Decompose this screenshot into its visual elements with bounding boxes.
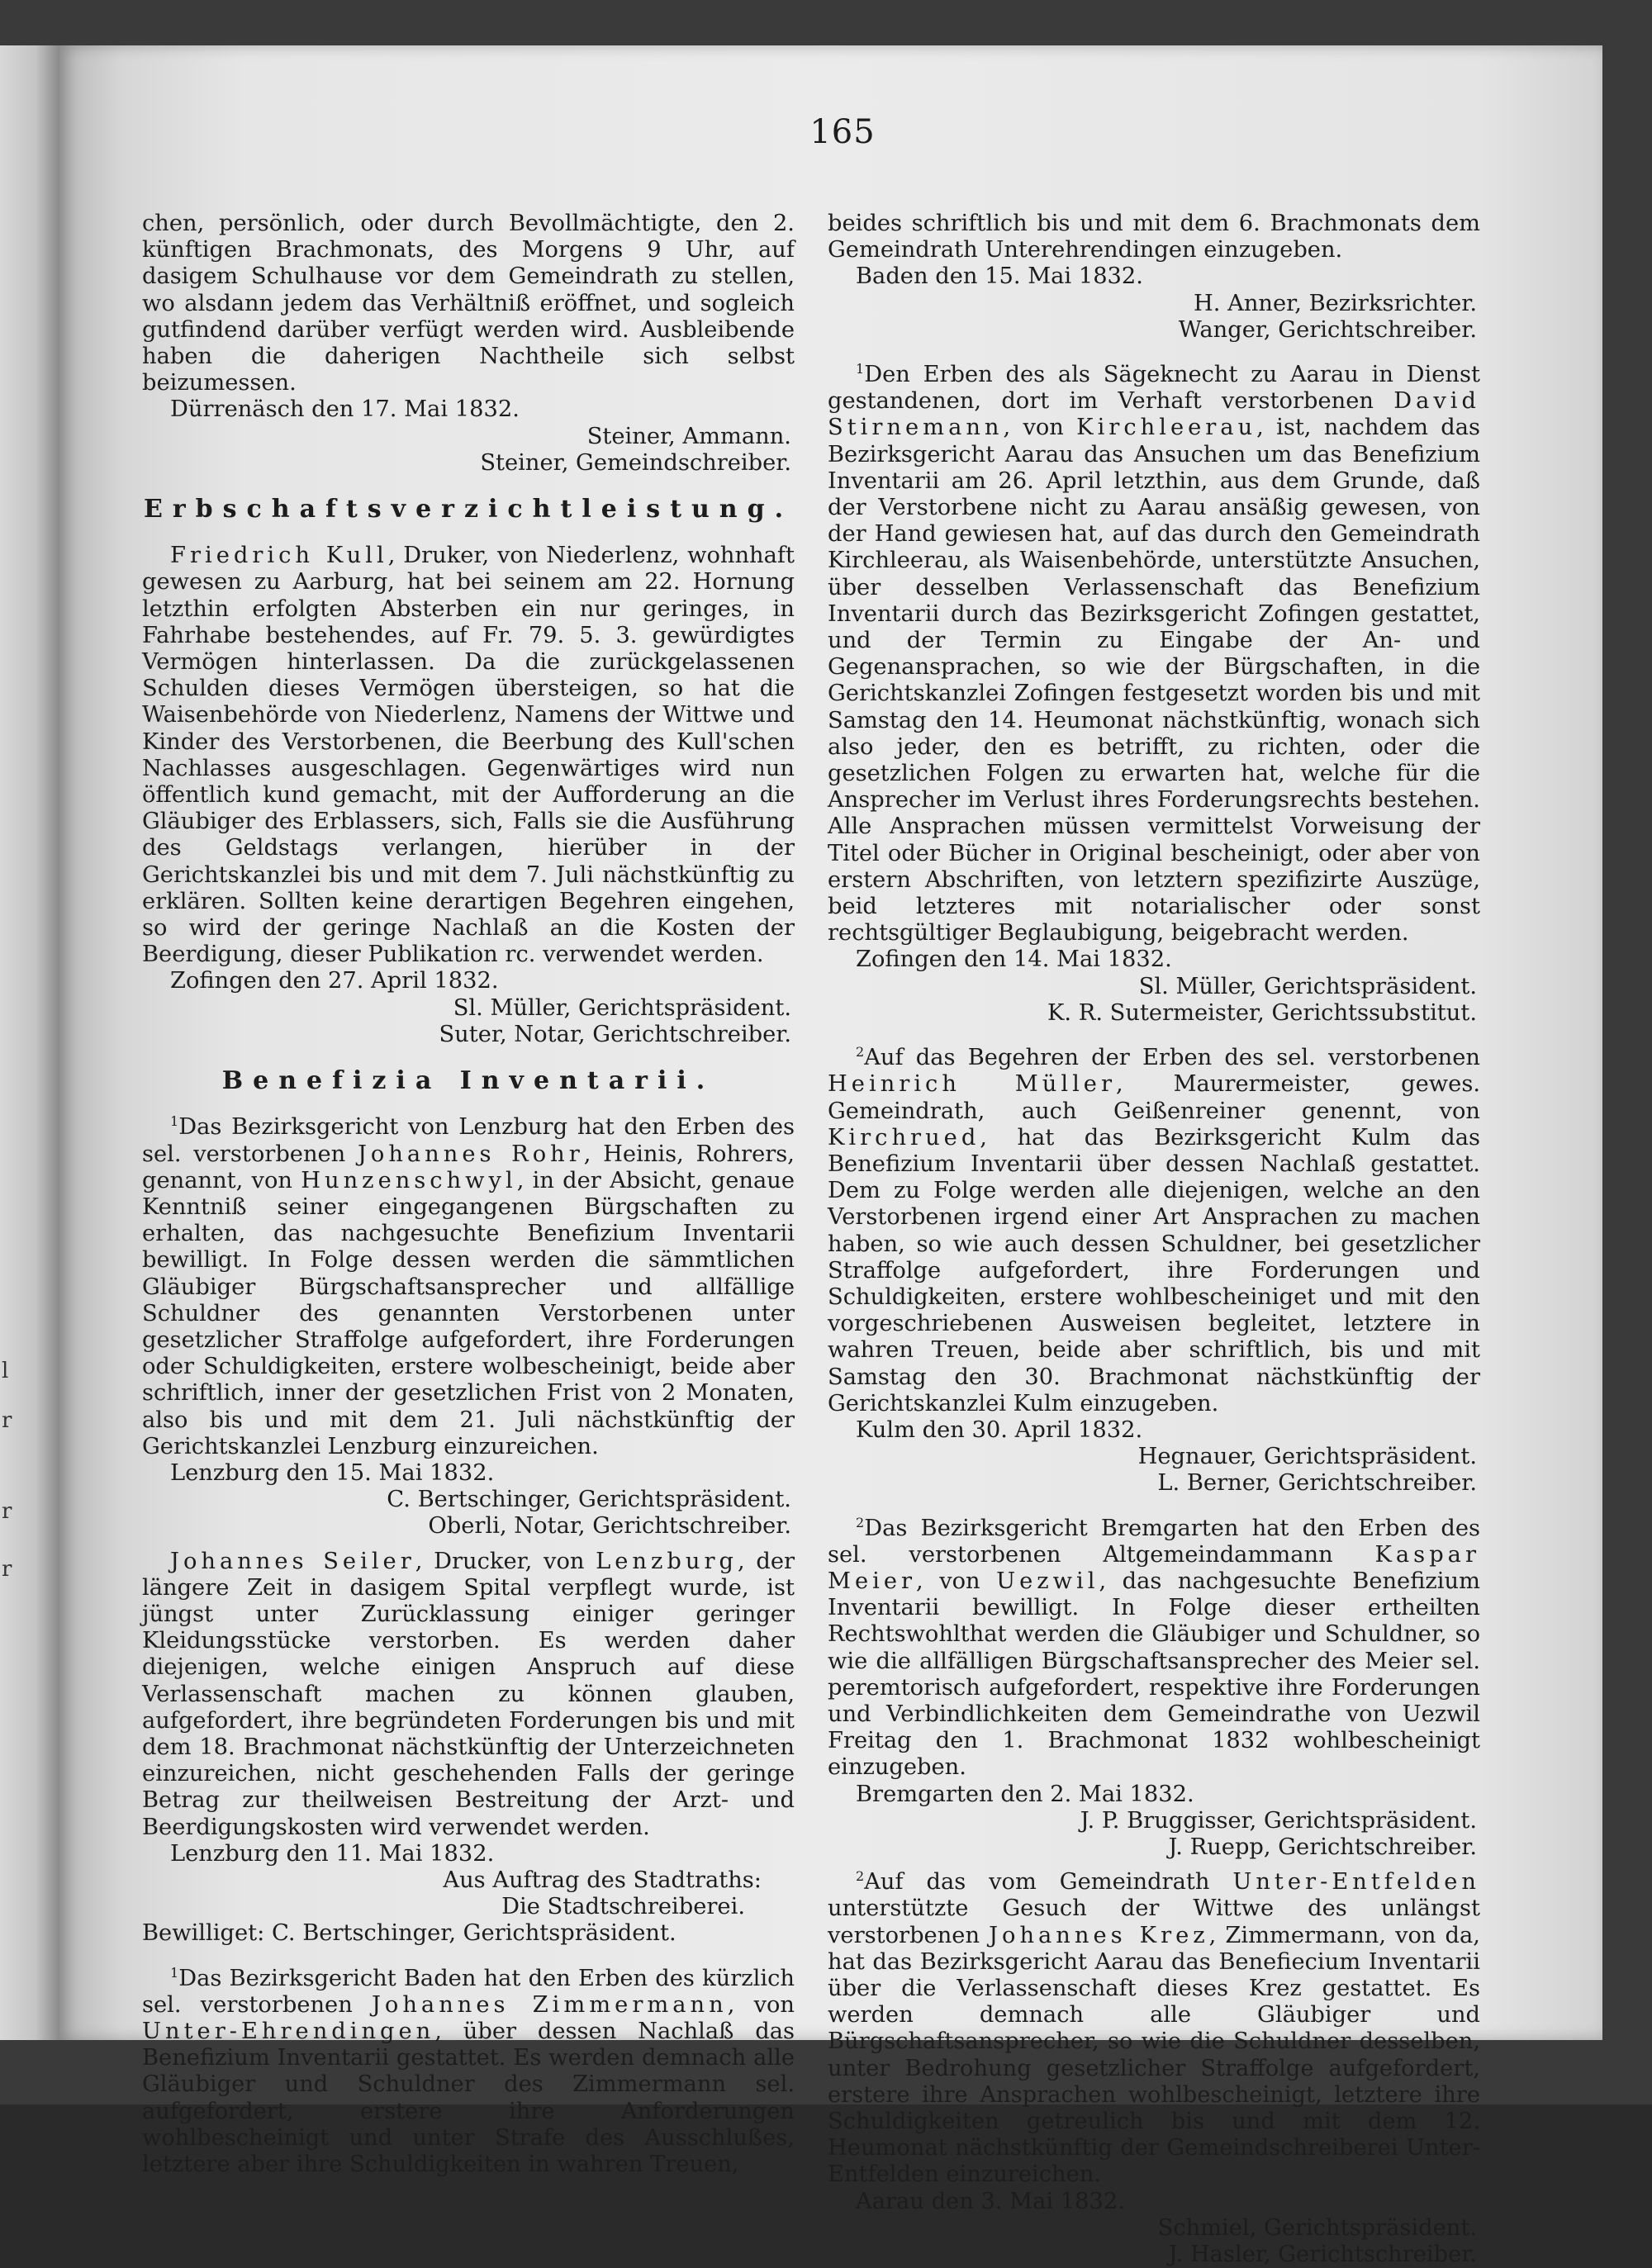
paragraph-text: , von [1003,415,1077,441]
place-name: Lenzburg [596,1548,738,1574]
place-name: Kirchleerau [1076,415,1257,441]
notice-paragraph [142,211,795,396]
dateline: Bremgarten den 2. Mai 1832. [856,1781,1194,1807]
signature: J. Ruepp, Gerichtschreiber. [1168,1834,1477,1860]
paragraph-text: , Zimmermann, von da, hat das Bezirksgericht Aarau das Benefiecium Inventarii über die Verlassenschaft dieses Krez gestattet. Es werden demnach alle Gläubiger und Bürgschaftsansprecher, so wie die Schuldner desselben, unter Bedrohung gesetzlicher Straffolge aufgefordert, erstere ihre Ansprachen wohlbescheinigt, letztere ihre Schuldigkeiten getreulich bis und mit dem 12. Heumonat nächstkünftig der Gemeindschreiberei Unter-Entfelden einzureichen. [828,1922,1480,2188]
previous-page-edge [0,45,59,2040]
edge-mark: r [2,1499,12,1524]
paragraph-text: Den Erben des als Sägeknecht zu Aarau in Dienst gestandenen, dort im Verhaft verstorbenen [828,362,1480,415]
notice-paragraph [828,362,1480,947]
person-name: Johannes Krez [989,1922,1209,1948]
signature: Sl. Müller, Gerichtspräsident. [1138,973,1477,999]
signature: H. Anner, Bezirksrichter. [1193,290,1477,316]
footnote-mark: 2 [856,1044,865,1060]
signature: J. P. Bruggisser, Gerichtspräsident. [1080,1807,1477,1834]
paragraph-text: , ist, nachdem das Bezirksgericht Aarau das Ansuchen um das Benefizium Inventarii am 26. April letzthin, aus dem Grunde, daß der Verstorbene nicht zu Aarau ansäßig gewesen, von der Hand gewiesen hat, auf das durch den Gemeindrath Kirchleerau, als Waisenbehörde, unterstützte Ansuchen, über desselben Verlassenschaft das Benefizium Inventarii durch das Bezirksgericht Zofingen gestattet, und der Termin zu Eingabe der An- und Gegenansprachen, so wie der Bürgschaften, in die Gerichtskanzlei Zofingen festgesetzt worden bis und mit Samstag den 14. Heumonat nächstkünftig, wonach sich also jeder, den es betrifft, zu richten, oder die gesetzlichen Folgen zu erwarten hat, welche für die Ansprecher im Verlust ihres Forderungsrechts bestehen. Alle Ansprachen müssen vermittelst Vorweisung der Titel oder Bücher in Original bescheinigt, oder aber von erstern Abschriften, von letztern spezifizirte Auszüge, beid letzteres mit notarialischer oder sonst rechtsgültiger Beglaubigung, beigebracht werden. [828,415,1481,947]
paragraph-text: Das Bezirksgericht Bremgarten hat den Erben des sel. verstorbenen Altgemeindammann [828,1515,1480,1568]
dateline: Kulm den 30. April 1832. [856,1416,1143,1443]
signature: Hegnauer, Gerichtspräsident. [1137,1444,1477,1470]
person-name: Heinrich Müller [828,1071,1117,1098]
notice-paragraph [828,1045,1480,1417]
signature: C. Bertschinger, Gerichtspräsident. [387,1487,791,1513]
footnote-mark: 2 [856,1868,865,1885]
approval-line: Bewilliget: C. Bertschinger, Gerichtspräsident. [142,1920,676,1947]
paragraph-text: unterstützte Gesuch der Wittwe des unlängst verstorbenen [828,1896,1480,1948]
page-number: 165 [809,113,876,151]
signature: Oberli, Notar, Gerichtschreiber. [428,1513,791,1540]
place-name: Kirchrued [828,1124,980,1151]
dateline: Lenzburg den 11. Mai 1832. [170,1840,495,1867]
notice-paragraph [828,1869,1480,2188]
dateline: Zofingen den 14. Mai 1832. [856,947,1172,973]
paragraph-text: , über dessen Nachlaß das Benefizium Inventarii gestattet. Es werden demnach alle Gläubiger und Schuldner des Zimmermann sel. aufgefordert, erstere ihre Anforderungen wohlbescheinigt und unter Strafe des Ausschlußes, letztere aber ihre Schuldigkeiten in wahren Treuen, [142,2019,795,2178]
paragraph-text: , Drucker, von [415,1548,596,1574]
dateline: Baden den 15. Mai 1832. [856,263,1143,290]
paragraph-text: Das Bezirksgericht Baden hat den Erben des kürzlich sel. verstorbenen [142,1965,795,2018]
signature: Schmiel, Gerichtspräsident. [1157,2214,1477,2241]
place-name: Unter-Ehrendingen [142,2019,435,2044]
person-name: Friedrich Kull [170,543,388,569]
signature: L. Berner, Gerichtschreiber. [1157,1470,1477,1497]
paragraph-text: , Heinis, Rohrers, genannt, von [142,1141,795,1193]
dateline: Dürrenäsch den 17. Mai 1832. [170,396,520,423]
paragraph-text: , das nachgesuchte Benefizium Inventarii bewilligt. In Folge dieser ertheilten Rechtswohlthat werden die Gläubiger und Schuldner, so wie die allfälligen Bürgschaftsansprecher des Meier sel. peremtorisch aufgefordert, respektive ihre Forderungen und Verbindlichkeiten dem Gemeindrathe von Uezwil Freitag den 1. Brachmonat 1832 wohlbescheinigt einzugeben. [828,1568,1480,1781]
dateline: Zofingen den 27. April 1832. [170,968,499,994]
signature: Suter, Notar, Gerichtschreiber. [439,1021,791,1047]
person-name: Kaspar Meier [828,1541,1480,1594]
section-heading: Erbschaftsverzichtleistung. [143,495,794,524]
edge-mark: l [2,1359,9,1383]
signature: Aus Auftrag des Stadtraths: [443,1867,762,1893]
place-name: Uezwil [996,1568,1099,1594]
paragraph-text: , hat das Bezirksgericht Kulm das Benefizium Inventarii über dessen Nachlaß gestattet. Dem zu Folge werden alle diejenigen, welche an den Verstorbenen irgend einer Art Ansprachen zu machen haben, so wie auch dessen Schuldner, bei gesetzlicher Straffolge aufgefordert, ihre Forderungen und Schuldigkeiten, erstere wohlbescheiniget und mit den vorgeschriebenen Ausweisen begleitet, letztere in wahren Treuen, beide aber schriftlich, bis und mit Samstag den 30. Brachmonat nächstkünftig der Gerichtskanzlei Kulm einzugeben. [828,1124,1480,1416]
notice-paragraph [142,1114,795,1460]
signature: J. Hasler, Gerichtschreiber. [1168,2242,1477,2268]
dateline: Aarau den 3. Mai 1832. [856,2188,1125,2214]
place-name: Hunzenschwyl [301,1167,517,1193]
footnote-mark: 2 [856,1514,865,1530]
edge-mark: r [2,1408,12,1433]
right-column [828,211,1480,2268]
document-page [59,45,1602,2268]
paragraph-text: Das Bezirksgericht von Lenzburg hat den Erben des sel. verstorbenen [142,1114,795,1167]
notice-paragraph [828,1516,1480,1782]
signature: Steiner, Ammann. [586,423,791,449]
person-name: David Stirnemann [828,388,1480,441]
edge-mark: r [2,1557,12,1582]
notice-paragraph [142,1549,795,1841]
signature: Die Stadtschreiberei. [501,1894,745,1920]
paragraph-text: Auf das vom Gemeindrath [864,1869,1233,1896]
signature: Wanger, Gerichtschreiber. [1178,316,1477,343]
paragraph-text: , von [727,1991,795,2018]
person-name: Johannes Zimmermann [371,1991,728,2018]
paragraph-text: , der längere Zeit in dasigem Spital verpflegt wurde, ist jüngst unter Zurücklassung einiger geringer Kleidungsstücke verstorben. Es werden daher diejenigen, welche einigen Anspruch auf diese Verlassenschaft machen zu können glauben, aufgefordert, ihre begründeten Forderungen bis und mit dem 18. Brachmonat nächstkünftig der Unterzeichneten einzureichen, nicht geschehenden Falls der geringe Betrag zur theilweisen Bestreitung der Arzt- und Beerdigungskosten wird verwendet werden. [142,1548,795,1840]
place-name: Unter-Entfelden [1232,1869,1480,1896]
footnote-mark: 1 [170,1113,179,1130]
signature: K. R. Sutermeister, Gerichtssubstitut. [1047,999,1477,1026]
signature: Steiner, Gemeindschreiber. [480,449,791,476]
paragraph-text: , von [916,1568,997,1594]
footnote-mark: 1 [170,1964,179,1981]
paragraph-text: Auf das Begehren der Erben des sel. verstorbenen [864,1045,1480,1071]
paragraph-text: , Druker, von Niederlenz, wohnhaft gewesen zu Aarburg, hat bei seinem am 22. Hornung letzthin erfolgten Absterben ein nur geringes, in Fahrhabe bestehendes, auf Fr. 79. 5. 3. gewürdigtes Vermögen hinterlassen. Da die zurückgelassenen Schulden dieses Vermögen übersteigen, so hat die Waisenbehörde von Niederlenz, Namens der Wittwe und Kinder des Verstorbenen, die Beerbung des Kull'schen Nachlasses ausgeschlagen. Gegenwärtiges wird nun öffentlich kund gemacht, mit der Aufforderung an die Gläubiger des Erblassers, sich, Falls sie die Ausführung des Geldstags verlangen, hierüber in der Gerichtskanzlei bis und mit dem 7. Juli nächstkünftig zu erklären. Sollten keine derartigen Begehren eingehen, so wird der geringe Nachlaß an die Kosten der Beerdigung, dieser Publikation rc. verwendet werden. [142,543,795,968]
paragraph-text: beides schriftlich bis und mit dem 6. Brachmonats dem Gemeindrath Unterehrendingen einzugeben. [828,211,1480,263]
notice-paragraph [142,1966,795,2179]
paragraph-text: chen, persönlich, oder durch Bevollmächtigte, den 2. künftigen Brachmonats, des Morgens 9 Uhr, auf dasigem Schulhause vor dem Gemeindrath zu stellen, wo alsdann jedem das Verhältniß eröffnet, und sogleich gutfindend darüber verfügt werden wird. Ausbleibende haben die daherigen Nachtheile sich selbst beizumessen. [142,211,795,396]
footnote-mark: 1 [856,360,865,377]
left-column [142,211,795,2178]
person-name: Johannes Rohr [357,1141,584,1167]
notice-paragraph [828,211,1480,263]
signature: Sl. Müller, Gerichtspräsident. [453,994,791,1021]
paragraph-text: , Maurermeister, gewes. Gemeindrath, auch Geißenreiner genennt, von [828,1071,1480,1124]
person-name: Johannes Seiler [170,1548,415,1574]
section-heading: Benefizia Inventarii. [221,1066,715,1096]
notice-paragraph [142,543,795,968]
paragraph-text: , in der Absicht, genaue Kenntniß seiner eingegangenen Bürgschaften zu erhalten, das nachgesuchte Benefizium Inventarii bewilligt. In Folge dessen werden die sämmtlichen Gläubiger Bürgschaftsansprecher und allfällige Schuldner des genannten Verstorbenen unter gesetzlicher Straffolge aufgefordert, ihre Forderungen oder Schuldigkeiten, erstere wolbescheinigt, beide aber schriftlich, inner der gesetzlichen Frist von 2 Monaten, also bis und mit dem 21. Juli nächstkünftig der Gerichtskanzlei Lenzburg einzureichen. [142,1167,795,1459]
dateline: Lenzburg den 15. Mai 1832. [170,1459,495,1486]
